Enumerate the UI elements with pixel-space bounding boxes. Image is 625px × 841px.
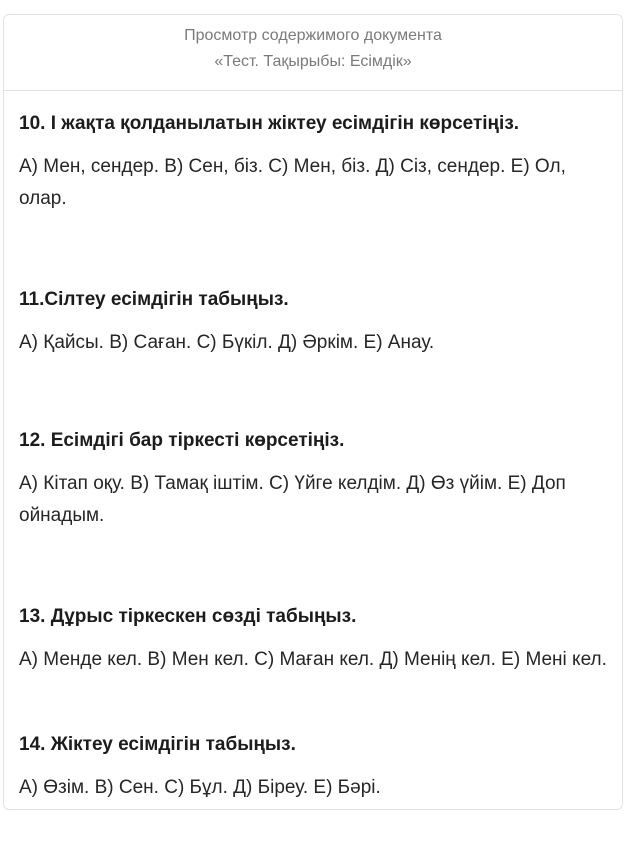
document-title: «Тест. Тақырыбы: Есімдік» (214, 53, 412, 70)
document-preview-card (3, 14, 623, 810)
header-caption: Просмотр содержимого документа (184, 27, 442, 44)
question-13 (19, 604, 612, 676)
document-header (4, 15, 622, 91)
question-title: 11.Сілтеу есімдігін табыңыз. (19, 289, 289, 310)
question-title: 14. Жіктеу есімдігін табыңыз. (19, 734, 296, 755)
question-title: 12. Есімдігі бар тіркесті көрсетіңіз. (19, 430, 345, 451)
question-answers: А) Менде кел. В) Мен кел. С) Маған кел. Д) Менің кел. Е) Мені кел. (19, 649, 607, 670)
question-10 (19, 111, 612, 215)
question-answers: А) Өзім. В) Сен. С) Бұл. Д) Біреу. Е) Бәрі. (19, 777, 381, 798)
question-12 (19, 428, 612, 532)
question-14 (19, 732, 612, 804)
question-answers: А) Мен, сендер. В) Сен, біз. С) Мен, біз. Д) Сіз, сендер. Е) Ол, олар. (19, 156, 566, 209)
question-title: 10. І жақта қолданылатын жіктеу есімдігін көрсетіңіз. (19, 113, 520, 134)
question-answers: А) Қайсы. В) Саған. С) Бүкіл. Д) Әркім. Е) Анау. (19, 332, 435, 353)
question-11 (19, 287, 612, 359)
question-title: 13. Дұрыс тіркескен сөзді табыңыз. (19, 606, 357, 627)
question-answers: А) Кітап оқу. В) Тамақ іштім. С) Үйге келдім. Д) Өз үйім. Е) Доп ойнадым. (19, 473, 566, 526)
